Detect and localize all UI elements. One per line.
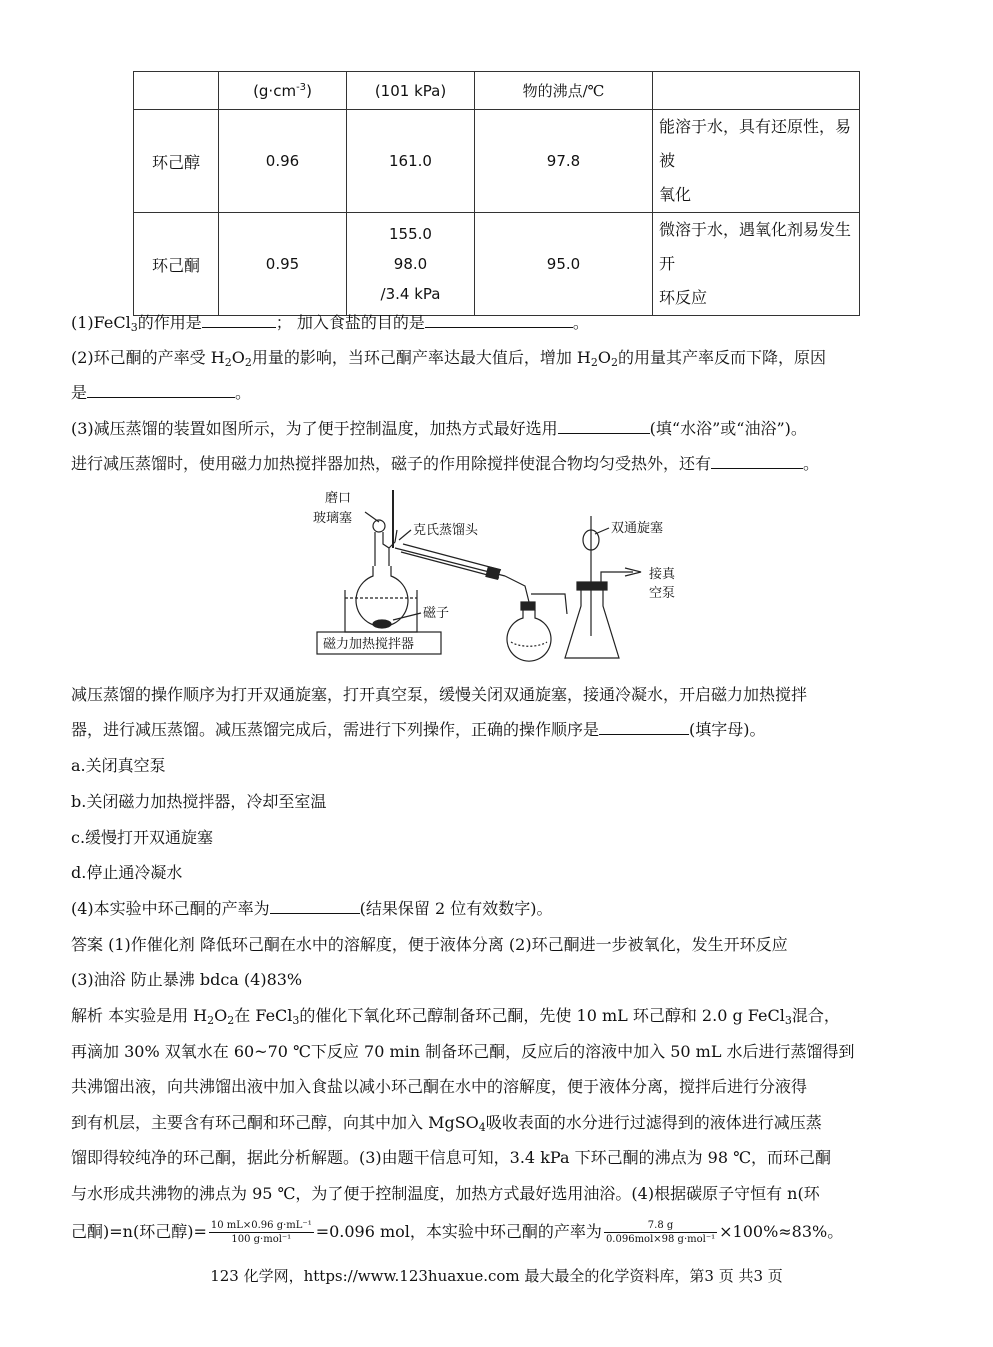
analysis-line-3: 共沸馏出液，向共沸馏出液中加入食盐以减小环己酮在水中的溶解度，便于液体分离，搅拌后进行分液得 [71, 1077, 808, 1096]
subscript: 2 [244, 356, 252, 369]
text: 进行减压蒸馏时，使用磁力加热搅拌器加热，磁子的作用除搅拌使混合物均匀受热外，还有 [71, 454, 712, 473]
analysis-line-7 [71, 1219, 843, 1246]
distillate [511, 642, 547, 646]
subscript: 2 [590, 356, 598, 369]
text: 己酮)=n(环己醇)= [71, 1222, 207, 1241]
table-row [134, 213, 860, 316]
analysis-line-2: 再滴加 30% 双氧水在 60~70 ℃下反应 70 min 制备环己酮，反应后的溶液中加入 50 mL 水后进行蒸馏得到 [71, 1042, 855, 1061]
answer-blank[interactable] [599, 718, 689, 735]
subscript: 4 [478, 1121, 486, 1134]
answer-blank[interactable] [711, 452, 803, 469]
text: 的作用是 [137, 313, 202, 332]
pump-outlet [601, 572, 633, 582]
option-d: d.停止通冷凝水 [71, 863, 183, 882]
fraction-denominator: 0.096mol×98 g·mol⁻¹ [605, 1234, 716, 1245]
text: ； 加入食盐的目的是 [275, 313, 425, 332]
text: (填字母)。 [689, 720, 766, 739]
vacuum-line [531, 594, 567, 614]
text: O [214, 1006, 228, 1025]
note-line: 微溶于水，遇氧化剂易发生开 [659, 220, 852, 273]
condenser-joint [486, 567, 500, 580]
subscript: 2 [611, 356, 619, 369]
label-stopper-1: 磨口 [325, 491, 352, 506]
subscript: 2 [224, 356, 232, 369]
question-4 [71, 897, 553, 921]
label-valve: 双通旋塞 [611, 521, 664, 536]
flask-stopper [577, 582, 607, 590]
header-text: (g·cm [253, 81, 297, 100]
header-sup: -3 [296, 81, 307, 93]
properties-table [133, 71, 860, 316]
text: 吸收表面的水分进行过滤得到的液体进行减压蒸 [485, 1113, 822, 1132]
text: 混合， [791, 1006, 840, 1025]
subscript: 3 [292, 1014, 300, 1027]
label-pump-2: 空泵 [649, 586, 676, 601]
table-cell [653, 72, 860, 110]
question-2 [71, 346, 826, 370]
text: (填“水浴”或“油浴”)。 [649, 419, 807, 438]
answer-line-1: 答案 (1)作催化剂 降低环己酮在水中的溶解度，便于液体分离 (2)环己酮进一步被氧化，发生开环反应 [71, 935, 788, 954]
analysis-line-1 [71, 1004, 840, 1028]
answer-blank[interactable] [425, 311, 573, 328]
text: 的催化下氧化环己醇制备环己酮，先使 10 mL 环己醇和 2.0 g FeCl [299, 1006, 785, 1025]
table-cell: 0.96 [219, 110, 347, 213]
table-cell: 161.0 [347, 110, 475, 213]
table-cell: 环己醇 [134, 110, 219, 213]
text: =0.096 mol，本实验中环己酮的产率为 [315, 1222, 602, 1241]
text: 。 [235, 383, 252, 402]
option-b: b.关闭磁力加热搅拌器，冷却至室温 [71, 792, 327, 811]
table-cell [653, 110, 860, 213]
text: 是 [71, 383, 88, 402]
table-cell [653, 213, 860, 316]
bp-line: 98.0 [393, 255, 428, 273]
subscript: 3 [130, 321, 138, 334]
note-line: 环反应 [659, 288, 708, 307]
label-pump-1: 接真 [649, 567, 676, 582]
subscript: 2 [227, 1014, 235, 1027]
text: O [231, 348, 245, 367]
magnet-bar [373, 620, 391, 628]
operation-text-1: 减压蒸馏的操作顺序为打开双通旋塞，打开真空泵，缓慢关闭双通旋塞，接通冷凝水，开启磁力加热搅拌 [71, 685, 808, 704]
page-footer: 123 化学网，https://www.123huaxue.com 最大最全的化学资料库，第3 页 共3 页 [210, 1267, 783, 1285]
table-cell: 95.0 [475, 213, 653, 316]
fraction-moles [209, 1219, 314, 1246]
answer-blank[interactable] [202, 311, 276, 328]
answer-line-2: (3)油浴 防止暴沸 bdca (4)83% [71, 970, 303, 989]
option-c: c.缓慢打开双通旋塞 [71, 828, 214, 847]
label-claisen-head: 克氏蒸馏头 [413, 523, 479, 538]
analysis-line-6: 与水形成共沸物的沸点为 95 ℃，为了便于控制温度，加热方式最好选用油浴。(4)根据碳原子守恒有 n(环 [71, 1184, 820, 1203]
fraction-denominator: 100 g·mol⁻¹ [231, 1234, 292, 1245]
condenser-jacket [401, 544, 501, 578]
text: (结果保留 2 位有效数字)。 [359, 899, 553, 918]
table-cell: 0.95 [219, 213, 347, 316]
text: 在 FeCl [234, 1006, 293, 1025]
table-row [134, 110, 860, 213]
text: (2)环己酮的产率受 H [71, 348, 225, 367]
bp-line: 155.0 [389, 225, 432, 243]
answer-blank[interactable] [270, 897, 360, 914]
bp-line: /3.4 kPa [380, 285, 441, 303]
text: 。 [803, 454, 820, 473]
text: 的用量其产率反而下降，原因 [618, 348, 827, 367]
text: 器，进行减压蒸馏。减压蒸馏完成后，需进行下列操作，正确的操作顺序是 [71, 720, 600, 739]
fraction-numerator: 7.8 g [604, 1219, 717, 1233]
leader-line [399, 530, 411, 540]
note-line: 能溶于水，具有还原性，易被 [659, 117, 852, 170]
table-cell [347, 213, 475, 316]
question-2-cont [71, 381, 251, 405]
text: 用量的影响，当环己酮产率达最大值后，增加 H [251, 348, 591, 367]
label-stirrer: 磁力加热搅拌器 [323, 637, 415, 652]
text: 到有机层，主要含有环己酮和环己醇，向其中加入 MgSO [71, 1113, 479, 1132]
question-3 [71, 417, 807, 441]
table-row [134, 72, 860, 110]
question-1 [71, 311, 589, 335]
text: (1)FeCl [71, 313, 131, 332]
table-cell: 97.8 [475, 110, 653, 213]
analysis-line-4 [71, 1111, 822, 1135]
table-cell: 环己酮 [134, 213, 219, 316]
text: ×100%≈83%。 [719, 1222, 844, 1241]
answer-blank[interactable] [558, 417, 650, 434]
note-line: 氧化 [659, 185, 692, 204]
text: O [597, 348, 612, 367]
header-text: ) [306, 81, 312, 100]
table-cell [134, 72, 219, 110]
operation-text-2 [71, 718, 766, 742]
table-cell: (101 kPa) [347, 72, 475, 110]
question-3-cont [71, 452, 819, 476]
vacuum-distillation-figure [305, 486, 705, 666]
adapter [505, 576, 529, 602]
subscript: 2 [207, 1014, 215, 1027]
text: 。 [572, 313, 589, 332]
text: (3)减压蒸馏的装置如图所示，为了便于控制温度，加热方式最好选用 [71, 419, 558, 438]
subscript: 3 [784, 1014, 792, 1027]
fraction-yield [604, 1219, 717, 1246]
label-stopper-2: 玻璃塞 [313, 511, 353, 526]
label-magnet: 磁子 [423, 606, 450, 621]
analysis-line-5: 馏即得较纯净的环己酮，据此分析解题。(3)由题干信息可知，3.4 kPa 下环己酮的沸点为 98 ℃，而环己酮 [71, 1148, 831, 1167]
erlenmeyer-flask [565, 586, 619, 658]
text: 解析 本实验是用 H [71, 1006, 208, 1025]
receiver-joint [521, 602, 535, 610]
text: (4)本实验中环己酮的产率为 [71, 899, 270, 918]
answer-blank[interactable] [87, 381, 235, 398]
table-cell: 物的沸点/℃ [475, 72, 653, 110]
receiving-flask [507, 610, 551, 661]
table-cell [219, 72, 347, 110]
option-a: a.关闭真空泵 [71, 756, 166, 775]
fraction-numerator: 10 mL×0.96 g·mL⁻¹ [210, 1220, 312, 1231]
distilling-flask [356, 566, 408, 626]
